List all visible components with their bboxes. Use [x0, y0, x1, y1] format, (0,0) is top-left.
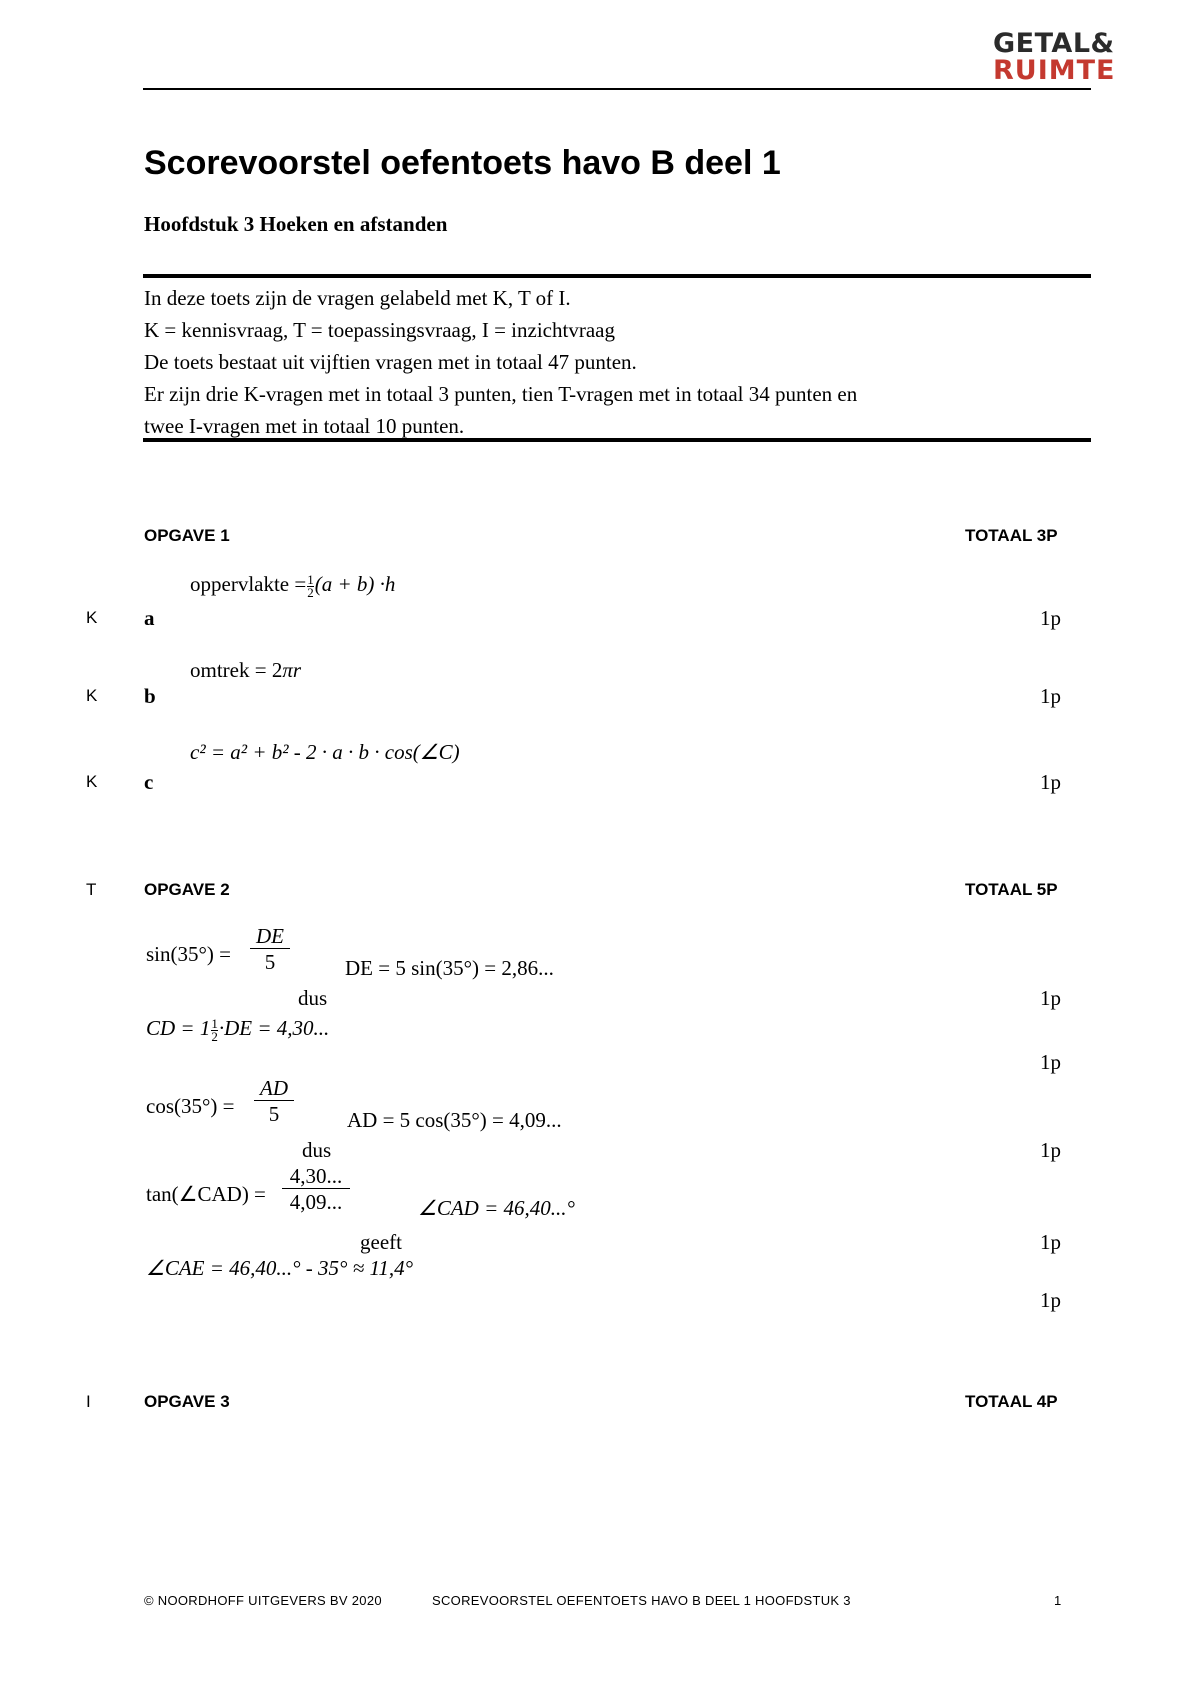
page-title: Scorevoorstel oefentoets havo B deel 1 [144, 144, 781, 182]
formula-prefix: omtrek = 2 [190, 658, 283, 682]
formula-area-trapezoid [190, 572, 395, 599]
footer-publisher: © NOORDHOFF UITGEVERS BV 2020 [144, 1593, 382, 1608]
fraction-denominator: 5 [264, 950, 276, 974]
formula-prefix: CD = 1 [146, 1016, 211, 1040]
sin-fraction [250, 924, 290, 975]
question-code: K [86, 608, 98, 627]
opgave-1-total: TOTAAL 3P [965, 526, 1058, 545]
points: 1p [1040, 770, 1061, 794]
cae-result: ∠CAE = 46,40...° - 35° ≈ 11,4° [146, 1256, 414, 1280]
question-letter: b [144, 684, 156, 708]
formula-suffix: ·DE = 4,30... [218, 1016, 330, 1040]
opgave-3-total: TOTAAL 4P [965, 1392, 1058, 1411]
sin-result: DE = 5 sin(35°) = 2,86... [345, 956, 554, 980]
half-den: 2 [211, 1028, 218, 1044]
dus-label: dus [298, 986, 328, 1010]
half-fraction [211, 1015, 218, 1044]
opgave-1-title: OPGAVE 1 [144, 526, 230, 545]
fraction-denominator: 4,09... [289, 1190, 343, 1214]
cos-lhs: cos(35°) = [146, 1094, 235, 1118]
fraction-denominator: 5 [268, 1102, 280, 1126]
formula-suffix: (a + b) ·h [314, 572, 396, 596]
points: 1p [1040, 986, 1061, 1010]
half-num: 1 [307, 571, 314, 587]
footer-document: SCOREVOORSTEL OEFENTOETS HAVO B DEEL 1 HOOFDSTUK 3 [432, 1593, 851, 1608]
geeft-label: geeft [360, 1230, 402, 1254]
cos-result: AD = 5 cos(35°) = 4,09... [347, 1108, 562, 1132]
header-rule [143, 88, 1091, 90]
formula-cosine-rule: c² = a² + b² - 2 · a · b · cos(∠C) [190, 740, 460, 764]
intro-line: In deze toets zijn de vragen gelabeld met K, T of I. [144, 286, 571, 310]
intro-line: Er zijn drie K-vragen met in totaal 3 punten, tien T-vragen met in totaal 34 punten en [144, 382, 858, 406]
chapter-subtitle: Hoofdstuk 3 Hoeken en afstanden [144, 212, 448, 236]
question-code: K [86, 686, 98, 705]
formula-prefix: oppervlakte = [190, 572, 307, 596]
question-code: K [86, 772, 98, 791]
intro-bottom-rule [143, 438, 1091, 442]
brand-logo [993, 28, 1116, 86]
intro-top-rule [143, 274, 1091, 278]
points: 1p [1040, 1050, 1061, 1074]
tan-lhs: tan(∠CAD) = [146, 1182, 266, 1206]
cos-fraction [254, 1076, 294, 1127]
question-letter: c [144, 770, 154, 794]
points: 1p [1040, 606, 1061, 630]
fraction-numerator: AD [254, 1076, 294, 1101]
fraction-numerator: DE [250, 924, 290, 949]
question-letter: a [144, 606, 155, 630]
intro-text [144, 282, 857, 442]
fraction-numerator: 4,30... [282, 1164, 350, 1189]
logo-line-2: RUIMTE [993, 55, 1116, 86]
opgave-2-title: OPGAVE 2 [144, 880, 230, 899]
question-code: I [86, 1392, 91, 1411]
points: 1p [1040, 1288, 1061, 1312]
opgave-2-total: TOTAAL 5P [965, 880, 1058, 899]
dus-label: dus [302, 1138, 332, 1162]
intro-line: De toets bestaat uit vijftien vragen met in totaal 47 punten. [144, 350, 637, 374]
intro-line: K = kennisvraag, T = toepassingsvraag, I = inzichtvraag [144, 318, 615, 342]
formula-circumference [190, 658, 301, 683]
half-fraction [307, 571, 314, 600]
points: 1p [1040, 1138, 1061, 1162]
formula-suffix: πr [282, 658, 302, 682]
question-code: T [86, 880, 97, 899]
tan-fraction [282, 1164, 350, 1215]
footer-page-number: 1 [1054, 1593, 1062, 1608]
half-num: 1 [211, 1015, 218, 1031]
opgave-3-title: OPGAVE 3 [144, 1392, 230, 1411]
points: 1p [1040, 1230, 1061, 1254]
cd-formula [146, 1016, 329, 1043]
tan-result: ∠CAD = 46,40...° [418, 1196, 575, 1220]
half-den: 2 [307, 584, 314, 600]
sin-lhs: sin(35°) = [146, 942, 231, 966]
logo-line-1: GETAL& [993, 28, 1115, 59]
intro-line: twee I-vragen met in totaal 10 punten. [144, 414, 465, 438]
points: 1p [1040, 684, 1061, 708]
